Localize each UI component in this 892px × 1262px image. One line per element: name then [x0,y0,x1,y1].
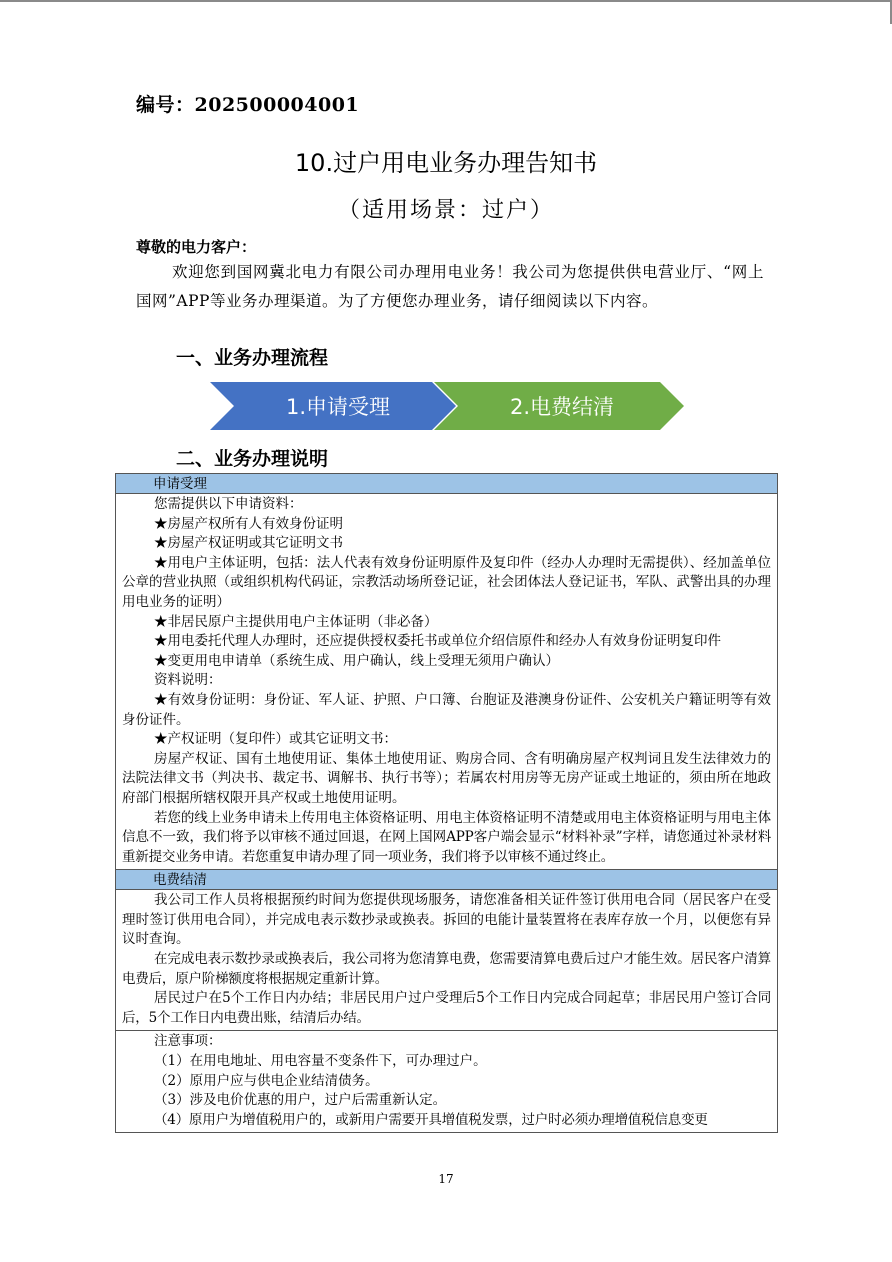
apply-line: ★房屋产权所有人有效身份证明 [154,515,343,532]
greeting: 尊敬的电力客户： [136,238,257,256]
apply-line: ★用电户主体证明，包括：法人代表有效身份证明原件及复印件（经办人办理时无需提供）、经加盖单位公章的营业执照（或组织机构代码证，宗教活动场所登记证，社会团体法人登记证书，军队、武警出具的办理用电业务的证明） [122,554,771,610]
settle-line: 居民过户在5个工作日内办结；非居民用户过户受理后5个工作日内完成合同起草；非居民用户签订合同后，5个工作日内电费出账，结清后办结。 [122,990,771,1026]
apply-line: ★房屋产权证明或其它证明文书 [154,535,343,552]
document-title: 10.过户用电业务办理告知书 [294,149,598,177]
notes-line: （1）在用电地址、用电容量不变条件下，可办理过户。 [154,1053,487,1070]
notes-line: 注意事项： [154,1033,222,1050]
apply-line: ★产权证明（复印件）或其它证明文书： [154,731,397,748]
settle-line: 在完成电表示数抄录或换表后，我公司将为您清算电费，您需要清算电费后过户才能生效。居民客户清算电费后，原户阶梯额度将根据规定重新计算。 [122,951,771,987]
notes-line: （2）原用户应与供电企业结清债务。 [154,1072,379,1089]
process-heading: 一、业务办理流程 [176,347,329,369]
page-number: 17 [438,1172,454,1186]
apply-line: 您需提供以下申请资料： [154,496,303,512]
notes-line: （3）涉及电价优惠的用户，过户后需重新认定。 [154,1092,447,1109]
apply-line: ★有效身份证明：身份证、军人证、护照、户口簿、台胞证及港澳身份证件、公安机关户籍证明等有效身份证件。 [122,691,771,728]
business-info-table [115,473,778,1133]
flow-step-1-label: 1.申请受理 [285,395,391,419]
document-number: 编号：202500004001 [136,94,360,116]
flow-step-2-label: 2.电费结清 [509,395,615,419]
notes-line: （4）原用户为增值税用户的，或新用户需要开具增值税发票，过户时必须办理增值税信息变更 [154,1111,708,1128]
apply-line: 若您的线上业务申请未上传用电主体资格证明、用电主体资格证明不清楚或用电主体资格证明与用电主体信息不一致，我们将予以审核不通过回退，在网上国网APP客户端会显示“材料补录”字样，请您通过补录材料重新提交业务申请。若您重复申请办理了同一项业务，我们将予以审核不通过终止。 [122,809,771,865]
explain-heading: 二、业务办理说明 [176,448,329,470]
notes-section-body [116,1031,777,1132]
apply-line: ★变更用电申请单（系统生成、用户确认，线上受理无须用户确认） [154,652,559,669]
page-top-border [0,0,892,2]
apply-line: ★用电委托代理人办理时，还应提供授权委托书或单位介绍信原件和经办人有效身份证明复印件 [154,633,721,650]
settle-section-body [116,890,777,1031]
apply-section-header: 申请受理 [116,474,777,494]
settle-section-header: 电费结清 [116,870,777,890]
document-subtitle: （适用场景：过户） [337,198,554,223]
settle-line: 我公司工作人员将根据预约时间为您提供现场服务，请您准备相关证件签订供用电合同（居民客户在受理时签订供用电合同），并完成电表示数抄录或换表。拆回的电能计量装置将在表库存放一个月，以便您有异议时查询。 [122,892,771,948]
process-flow [210,382,686,430]
apply-line: ★非居民原户主提供用电户主体证明（非必备） [154,613,438,630]
apply-line: 房屋产权证、国有土地使用证、集体土地使用证、购房合同、含有明确房屋产权判词且发生法律效力的法院法律文书（判决书、裁定书、调解书、执行书等）；若属农村用房等无房产证或土地证的，须由所在地政府部门根据所辖权限开具产权或土地使用证明。 [122,750,771,806]
apply-section-body [116,494,777,870]
intro-paragraph: 欢迎您到国网冀北电力有限公司办理用电业务！我公司为您提供供电营业厅、“网上国网”APP等业务办理渠道。为了方便您办理业务，请仔细阅读以下内容。 [136,263,764,310]
apply-line: 资料说明： [154,672,222,689]
